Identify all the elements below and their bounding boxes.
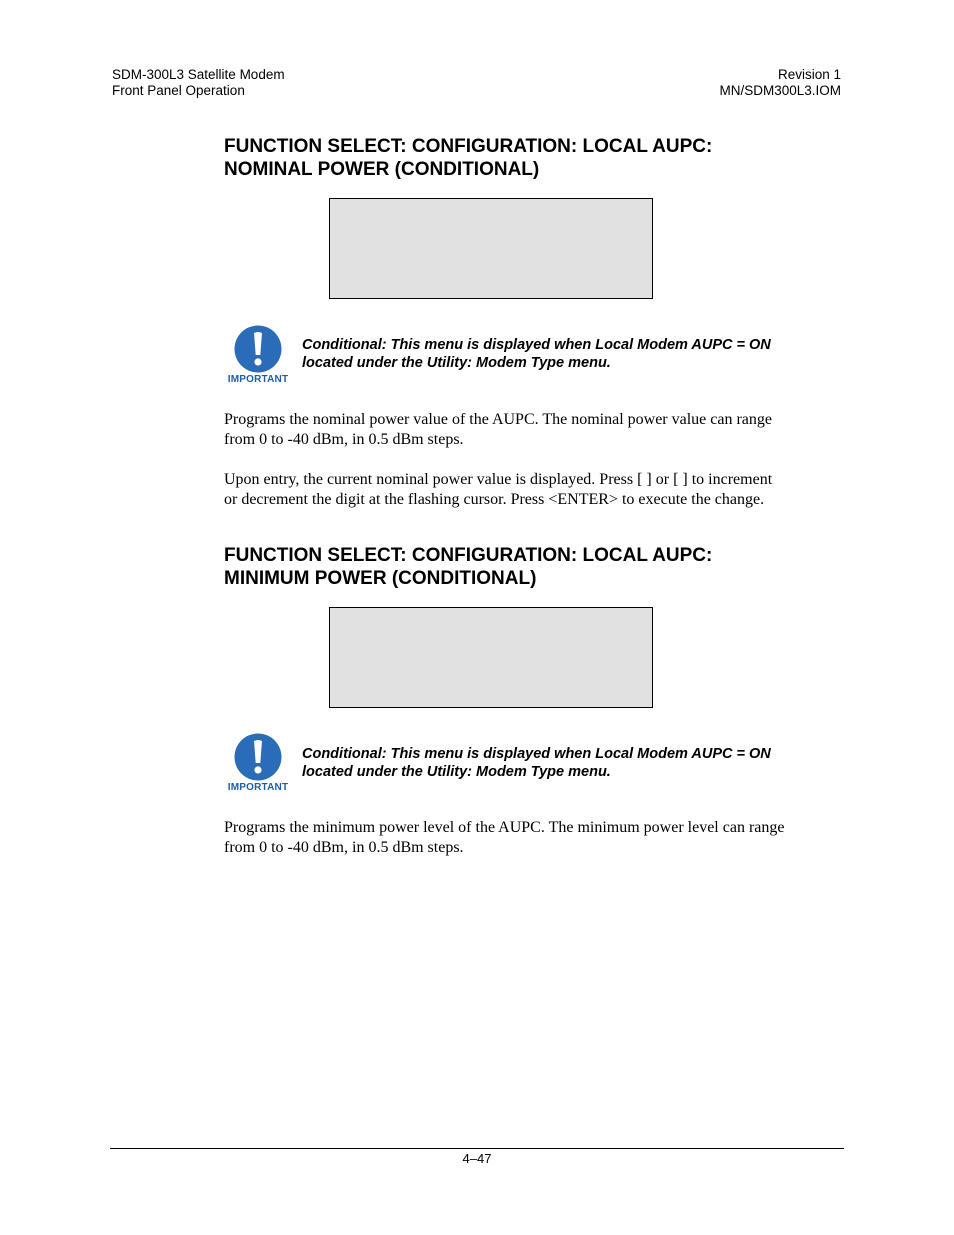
page-number: 4–47 xyxy=(462,1151,492,1166)
section-title-line: MINIMUM POWER (CONDITIONAL) xyxy=(224,568,537,589)
instruction-paragraph xyxy=(224,470,844,510)
front-panel-display-minimum-power xyxy=(329,607,653,708)
revision-label: Revision 1 xyxy=(777,67,841,82)
paragraph-line: or decrement the digit at the flashing cursor. Press <ENTER> to execute the change. xyxy=(224,491,765,508)
section-title-line: FUNCTION SELECT: CONFIGURATION: LOCAL AUPC: xyxy=(224,545,713,566)
important-label: IMPORTANT xyxy=(227,782,289,793)
paragraph-line: Programs the minimum power level of the AUPC. The minimum power level can range xyxy=(224,819,785,836)
page-header-right xyxy=(719,67,841,99)
conditional-note xyxy=(302,745,862,781)
important-label: IMPORTANT xyxy=(227,374,289,385)
section-title-line: FUNCTION SELECT: CONFIGURATION: LOCAL AUPC: xyxy=(224,136,713,157)
conditional-note xyxy=(302,336,862,372)
section-title-line: NOMINAL POWER (CONDITIONAL) xyxy=(224,159,540,180)
note-line: Conditional: This menu is displayed when Local Modem AUPC = ON xyxy=(302,746,771,762)
exclamation-icon xyxy=(234,733,282,781)
chapter-title: Front Panel Operation xyxy=(112,83,245,98)
paragraph-line: Programs the nominal power value of the AUPC. The nominal power value can range xyxy=(224,411,773,428)
description-paragraph xyxy=(224,410,844,450)
note-line: located under the Utility: Modem Type menu. xyxy=(302,764,611,780)
section-title-minimum-power xyxy=(224,544,844,590)
important-icon xyxy=(224,325,292,387)
footer-divider xyxy=(110,1148,844,1149)
document-number: MN/SDM300L3.IOM xyxy=(719,83,841,98)
paragraph-line: from 0 to -40 dBm, in 0.5 dBm steps. xyxy=(224,431,464,448)
note-line: located under the Utility: Modem Type menu. xyxy=(302,355,611,371)
page-header-left xyxy=(112,67,285,99)
paragraph-line: Upon entry, the current nominal power value is displayed. Press [ ] or [ ] to increment xyxy=(224,471,773,488)
paragraph-line: from 0 to -40 dBm, in 0.5 dBm steps. xyxy=(224,839,464,856)
description-paragraph xyxy=(224,818,844,858)
section-title-nominal-power xyxy=(224,135,844,181)
document-title: SDM-300L3 Satellite Modem xyxy=(112,67,285,82)
important-icon xyxy=(224,733,292,795)
note-line: Conditional: This menu is displayed when Local Modem AUPC = ON xyxy=(302,337,771,353)
exclamation-icon xyxy=(234,325,282,373)
front-panel-display-nominal-power xyxy=(329,198,653,299)
